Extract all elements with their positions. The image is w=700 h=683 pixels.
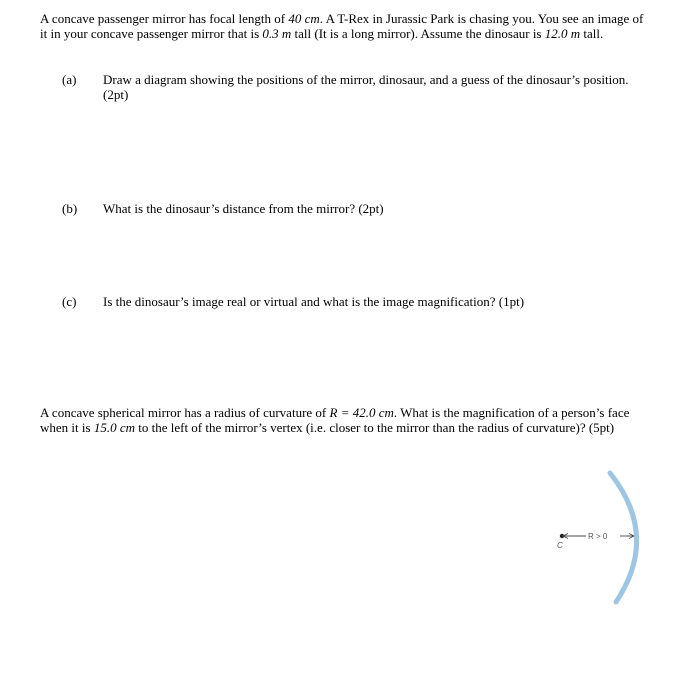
mirror-arc — [610, 473, 637, 602]
center-label: C — [557, 541, 563, 550]
question-c-text: Is the dinosaur’s image real or virtual and what is the image magnification? (1pt) — [103, 294, 525, 309]
focal-length-value: 40 cm — [288, 11, 320, 26]
problem1-text-part: A concave passenger mirror has focal length of — [40, 11, 289, 26]
concave-mirror-figure — [548, 468, 648, 608]
problem1-text-part: . A T-Rex in Jurassic Park is chasing you. You see an image of it in your concave passenger mirror that is — [40, 11, 644, 41]
question-b-text: What is the dinosaur’s distance from the mirror? (2pt) — [103, 201, 384, 216]
question-a-label: (a) — [62, 72, 77, 87]
image-height-value: 0.3 m — [262, 26, 292, 41]
problem2-text-part: . What is the magnification of a person’s face when it is — [40, 405, 630, 435]
problem1-text-part: tall. — [580, 26, 604, 41]
question-b-label: (b) — [62, 201, 78, 216]
radius-value: R = 42.0 cm — [329, 405, 394, 420]
dinosaur-height-value: 12.0 m — [544, 26, 581, 41]
radius-label: R > 0 — [588, 532, 608, 541]
problem1-text-part: tall (It is a long mirror). Assume the dinosaur is — [291, 26, 545, 41]
problem2-text — [40, 405, 660, 435]
problem2-text-part: A concave spherical mirror has a radius of curvature of — [40, 405, 330, 420]
question-a-text: Draw a diagram showing the positions of the mirror, dinosaur, and a guess of the dinosaur’s position. (2pt) — [103, 72, 629, 102]
object-distance-value: 15.0 cm — [93, 420, 135, 435]
problem2-text-part: to the left of the mirror’s vertex (i.e. closer to the mirror than the radius of curvature)? (5pt) — [134, 420, 615, 435]
question-c-label: (c) — [62, 294, 77, 309]
problem1-intro — [40, 11, 652, 41]
